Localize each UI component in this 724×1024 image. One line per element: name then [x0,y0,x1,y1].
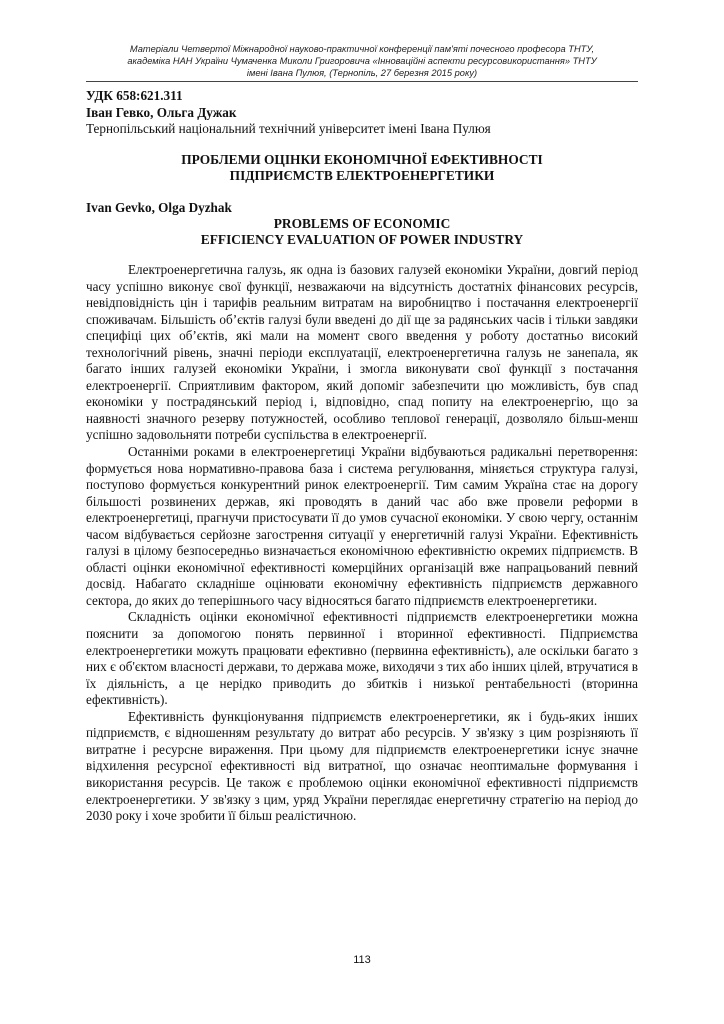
page-number: 113 [353,954,371,966]
title-ukrainian-line-1: ПРОБЛЕМИ ОЦІНКИ ЕКОНОМІЧНОЇ ЕФЕКТИВНОСТІ [181,152,543,167]
affiliation: Тернопільський національний технічний університет імені Івана Пулюя [86,121,491,137]
header-divider [86,81,638,82]
title-ukrainian-line-2: ПІДПРИЄМСТВ ЕЛЕКТРОЕНЕРГЕТИКИ [229,168,495,184]
title-english-line-1: PROBLEMS OF ECONOMIC [273,216,451,231]
running-header [100,43,624,79]
body-paragraph: Електроенергетична галузь, як одна із базових галузей економіки України, довгий період часу успішно виконує свої функції, незважаючи на відсутність достатніх фінансових ресурсів, невідповідність цін і тарифів реальним витратам на виробництво і постачання електроенергії споживачам. Більшість об’єктів галузі були введені до дії ще за радянських часів і тільки завдяки специфіці цих об’єктів, які мали на момент свого введення у роботу достатньо високий технологічний рівень, значні періоди експлуатації, електроенергетична галузь не занепала, як багато інших галузей економіки України, і змогла виконувати свої функції з постачання електроенергії. Сприятливим фактором, який допоміг забезпечити цю можливість, був спад економіки у пострадянський період і, відповідно, спад попиту на електроенергію, що за наявності значного резерву потужностей, особливо теплової генерації, дозволяло більш-менш успішно задовольняти потреби суспільства в електроенергії. [86,262,638,443]
title-english [86,216,638,249]
authors-english: Ivan Gevko, Olga Dyzhak [86,200,232,215]
title-english-line-2: EFFICIENCY EVALUATION OF POWER INDUSTRY [200,232,524,248]
body-paragraph: Ефективність функціонування підприємств електроенергетики, як і будь-яких інших підприємств, є відношенням результату до витрат або ресурсів. У зв'язку з цим розрізняють її витратне і ресурсне вираження. При цьому для підприємств електроенергетики існує значне відхилення ресурсної ефективності від витратної, що означає неоптимальне формування і використання ресурсів. Це також є проблемою оцінки економічної ефективності підприємств електроенергетики. У зв'язку з цим, уряд України переглядає енергетичну стратегію на період до 2030 року і хоче зробити її більш реалістичною. [86,708,638,824]
running-header-line-3: імені Івана Пулюя, (Тернопіль, 27 березня 2015 року) [246,68,478,78]
body-paragraph: Останніми роками в електроенергетиці України відбуваються радикальні перетворення: формується нова нормативно-правова база і система регулювання, міняється структура галузі, поступово формується конкурентний ринок електроенергії. Тим самим Україна стає на дорогу більшості розвинених держав, які проводять в даний час або вже провели реформи в електроенергетиці, прагнучи пристосувати її до умов сучасної економіки. У свою чергу, останнім часом відбувається серйозне загострення ситуації у енергетичній галузі України. Ефективність галузі в цілому безпосередньо визначається економічною ефективністю окремих підприємств. В області оцінки економічної ефективності комерційних організацій вже напрацьований певний досвід. Набагато складніше оцінювати економічну ефективність підприємств державного сектора, до яких до теперішнього часу відносяться багато підприємств електроенергетики. [86,444,638,608]
udc-code: УДК 658:621.311 [86,88,183,103]
article-body [86,262,638,825]
running-header-line-2: академіка НАН України Чумаченка Миколи Григоровича «Інноваційні аспекти ресурсовикористання» ТНТУ [127,56,597,66]
article-meta [86,88,646,138]
authors-ukrainian: Іван Гевко, Ольга Дужак [86,104,237,120]
body-paragraph: Складність оцінки економічної ефективності підприємств електроенергетики можна пояснити за допомогою понять первинної і вторинної ефективності. Підприємства електроенергетики можуть працювати ефективно (первинна ефективність), але оскільки багато з них є об'єктом власності держави, то держава може, виходячи з тих або інших цілей, втручатися в їх діяльність, а це нерідко приводить до збитків і низької рентабельності (вторинна ефективність). [86,609,638,708]
title-ukrainian [86,152,638,185]
running-header-line-1: Матеріали Четвертої Міжнародної науково-практичної конференції пам'яті почесного професора ТНТУ, [129,44,595,54]
